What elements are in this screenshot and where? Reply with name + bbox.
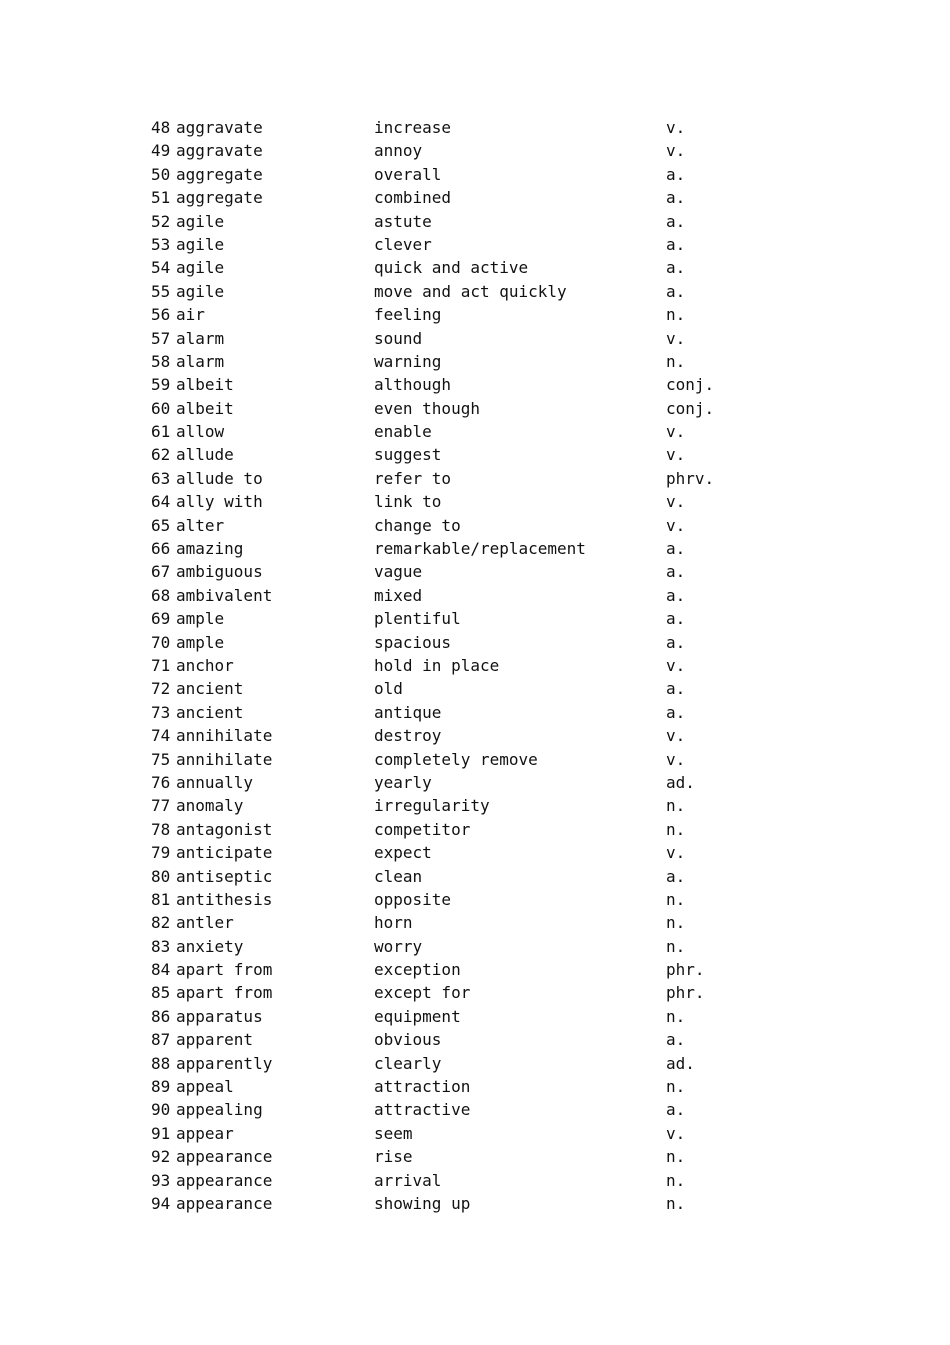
- entry-word: antithesis: [176, 889, 273, 909]
- list-item: [151, 771, 771, 794]
- entry-number: 94: [151, 1193, 171, 1213]
- list-item: [151, 1052, 771, 1075]
- entry-part-of-speech: n.: [666, 1170, 686, 1190]
- entry-part-of-speech: v.: [666, 118, 686, 137]
- entry-synonym: rise: [374, 1147, 413, 1167]
- entry-part-of-speech: a.: [666, 211, 686, 231]
- entry-word: appear: [176, 1123, 234, 1143]
- entry-word: aggregate: [176, 164, 263, 184]
- entry-number: 68: [151, 585, 171, 605]
- list-item: [151, 490, 771, 513]
- entry-word: aggregate: [176, 188, 263, 208]
- entry-word: annihilate: [176, 726, 273, 746]
- entry-number: 61: [151, 422, 171, 442]
- entry-number: 78: [151, 819, 171, 839]
- entry-synonym: combined: [374, 188, 452, 208]
- entry-number: 55: [151, 281, 171, 301]
- list-item: [151, 1028, 771, 1051]
- entry-synonym: change to: [374, 515, 461, 535]
- entry-part-of-speech: phrv.: [666, 468, 715, 488]
- entry-synonym: obvious: [374, 1030, 442, 1050]
- entry-word: annually: [176, 772, 254, 792]
- entry-part-of-speech: n.: [666, 305, 686, 325]
- entry-synonym: plentiful: [374, 609, 461, 629]
- entry-number: 89: [151, 1077, 171, 1097]
- entry-part-of-speech: a.: [666, 632, 686, 652]
- entry-word: antler: [176, 913, 234, 933]
- list-item: [151, 1192, 771, 1215]
- list-item: [151, 373, 771, 396]
- entry-part-of-speech: v.: [666, 843, 686, 863]
- list-item: [151, 1075, 771, 1098]
- entry-number: 87: [151, 1030, 171, 1050]
- list-item: [151, 420, 771, 443]
- list-item: [151, 186, 771, 209]
- entry-synonym: astute: [374, 211, 432, 231]
- list-item: [151, 794, 771, 817]
- entry-synonym: worry: [374, 936, 423, 956]
- list-item: [151, 981, 771, 1004]
- entry-number: 51: [151, 188, 171, 208]
- entry-word: albeit: [176, 375, 234, 395]
- list-item: [151, 677, 771, 700]
- entry-word: alarm: [176, 351, 225, 371]
- entry-word: antiseptic: [176, 866, 273, 886]
- entry-word: apart from: [176, 983, 273, 1003]
- entry-word: antagonist: [176, 819, 273, 839]
- entry-part-of-speech: n.: [666, 936, 686, 956]
- entry-part-of-speech: n.: [666, 913, 686, 933]
- entry-part-of-speech: n.: [666, 1077, 686, 1097]
- list-item: [151, 1122, 771, 1145]
- entry-part-of-speech: conj.: [666, 398, 715, 418]
- entry-number: 65: [151, 515, 171, 535]
- entry-word: aggravate: [176, 141, 263, 161]
- entry-part-of-speech: n.: [666, 819, 686, 839]
- entry-synonym: annoy: [374, 141, 423, 161]
- list-item: [151, 303, 771, 326]
- entry-word: apparent: [176, 1030, 254, 1050]
- entry-word: anticipate: [176, 843, 273, 863]
- entry-synonym: antique: [374, 702, 442, 722]
- entry-synonym: remarkable/replacement: [374, 539, 586, 559]
- entry-word: agile: [176, 258, 225, 278]
- entry-synonym: irregularity: [374, 796, 490, 816]
- list-item: [151, 701, 771, 724]
- entry-number: 54: [151, 258, 171, 278]
- entry-part-of-speech: a.: [666, 188, 686, 208]
- entry-number: 76: [151, 772, 171, 792]
- entry-part-of-speech: v.: [666, 749, 686, 769]
- entry-synonym: even though: [374, 398, 480, 418]
- list-item: [151, 935, 771, 958]
- entry-number: 90: [151, 1100, 171, 1120]
- entry-synonym: increase: [374, 118, 452, 137]
- list-item: [151, 1005, 771, 1028]
- entry-synonym: overall: [374, 164, 442, 184]
- entry-number: 64: [151, 492, 171, 512]
- entry-number: 53: [151, 234, 171, 254]
- entry-number: 59: [151, 375, 171, 395]
- entry-synonym: suggest: [374, 445, 442, 465]
- entry-part-of-speech: v.: [666, 492, 686, 512]
- list-item: [151, 584, 771, 607]
- entry-word: appealing: [176, 1100, 263, 1120]
- entry-number: 52: [151, 211, 171, 231]
- entry-word: anxiety: [176, 936, 244, 956]
- entry-synonym: mixed: [374, 585, 423, 605]
- entry-number: 60: [151, 398, 171, 418]
- entry-synonym: opposite: [374, 889, 452, 909]
- entry-synonym: exception: [374, 960, 461, 980]
- entry-word: appearance: [176, 1170, 273, 1190]
- list-item: [151, 841, 771, 864]
- list-item: [151, 233, 771, 256]
- list-item: [151, 911, 771, 934]
- entry-part-of-speech: ad.: [666, 772, 695, 792]
- entry-word: ally with: [176, 492, 263, 512]
- entry-part-of-speech: n.: [666, 1193, 686, 1213]
- entry-part-of-speech: v.: [666, 422, 686, 442]
- entry-part-of-speech: v.: [666, 655, 686, 675]
- list-item: [151, 560, 771, 583]
- entry-number: 70: [151, 632, 171, 652]
- entry-synonym: attraction: [374, 1077, 471, 1097]
- entry-synonym: equipment: [374, 1006, 461, 1026]
- entry-number: 85: [151, 983, 171, 1003]
- entry-synonym: seem: [374, 1123, 413, 1143]
- entry-part-of-speech: a.: [666, 258, 686, 278]
- entry-word: aggravate: [176, 118, 263, 137]
- entry-number: 62: [151, 445, 171, 465]
- entry-part-of-speech: phr.: [666, 960, 705, 980]
- list-item: [151, 724, 771, 747]
- entry-synonym: although: [374, 375, 452, 395]
- entry-part-of-speech: n.: [666, 889, 686, 909]
- entry-synonym: except for: [374, 983, 471, 1003]
- entry-synonym: arrival: [374, 1170, 442, 1190]
- entry-part-of-speech: v.: [666, 726, 686, 746]
- entry-part-of-speech: a.: [666, 609, 686, 629]
- entry-number: 88: [151, 1053, 171, 1073]
- list-item: [151, 350, 771, 373]
- entry-synonym: refer to: [374, 468, 452, 488]
- entry-word: anomaly: [176, 796, 244, 816]
- list-item: [151, 1098, 771, 1121]
- entry-word: air: [176, 305, 205, 325]
- entry-number: 74: [151, 726, 171, 746]
- entry-synonym: competitor: [374, 819, 471, 839]
- entry-synonym: expect: [374, 843, 432, 863]
- list-item: [151, 818, 771, 841]
- entry-word: appearance: [176, 1193, 273, 1213]
- entry-part-of-speech: n.: [666, 1147, 686, 1167]
- entry-number: 58: [151, 351, 171, 371]
- entry-part-of-speech: a.: [666, 1100, 686, 1120]
- entry-part-of-speech: a.: [666, 562, 686, 582]
- entry-number: 72: [151, 679, 171, 699]
- entry-word: ample: [176, 609, 225, 629]
- entry-part-of-speech: v.: [666, 445, 686, 465]
- entry-word: apparatus: [176, 1006, 263, 1026]
- entry-word: ambivalent: [176, 585, 273, 605]
- list-item: [151, 327, 771, 350]
- entry-word: anchor: [176, 655, 234, 675]
- entry-number: 67: [151, 562, 171, 582]
- entry-part-of-speech: a.: [666, 1030, 686, 1050]
- entry-word: alter: [176, 515, 225, 535]
- entry-word: agile: [176, 211, 225, 231]
- list-item: [151, 163, 771, 186]
- entry-word: appearance: [176, 1147, 273, 1167]
- list-item: [151, 748, 771, 771]
- entry-number: 63: [151, 468, 171, 488]
- entry-number: 93: [151, 1170, 171, 1190]
- entry-synonym: vague: [374, 562, 423, 582]
- entry-number: 50: [151, 164, 171, 184]
- list-item: [151, 280, 771, 303]
- entry-part-of-speech: v.: [666, 141, 686, 161]
- entry-synonym: clever: [374, 234, 432, 254]
- entry-word: annihilate: [176, 749, 273, 769]
- entry-part-of-speech: conj.: [666, 375, 715, 395]
- entry-word: alarm: [176, 328, 225, 348]
- entry-part-of-speech: n.: [666, 796, 686, 816]
- entry-part-of-speech: ad.: [666, 1053, 695, 1073]
- list-item: [151, 139, 771, 162]
- entry-part-of-speech: a.: [666, 539, 686, 559]
- entry-synonym: move and act quickly: [374, 281, 567, 301]
- list-item: [151, 1145, 771, 1168]
- entry-part-of-speech: v.: [666, 1123, 686, 1143]
- entry-number: 57: [151, 328, 171, 348]
- entry-number: 73: [151, 702, 171, 722]
- entry-number: 49: [151, 141, 171, 161]
- list-item: [151, 888, 771, 911]
- entry-word: albeit: [176, 398, 234, 418]
- entry-synonym: sound: [374, 328, 423, 348]
- entry-number: 86: [151, 1006, 171, 1026]
- list-item: [151, 514, 771, 537]
- list-item: [151, 631, 771, 654]
- list-item: [151, 654, 771, 677]
- entry-synonym: attractive: [374, 1100, 471, 1120]
- entry-word: ambiguous: [176, 562, 263, 582]
- entry-synonym: feeling: [374, 305, 442, 325]
- entry-number: 75: [151, 749, 171, 769]
- list-item: [151, 1169, 771, 1192]
- entry-word: ancient: [176, 679, 244, 699]
- entry-synonym: link to: [374, 492, 442, 512]
- list-item: [151, 467, 771, 490]
- entry-word: appeal: [176, 1077, 234, 1097]
- entry-number: 66: [151, 539, 171, 559]
- entry-number: 91: [151, 1123, 171, 1143]
- entry-word: ancient: [176, 702, 244, 722]
- list-item: [151, 210, 771, 233]
- entry-synonym: old: [374, 679, 403, 699]
- entry-synonym: horn: [374, 913, 413, 933]
- entry-number: 56: [151, 305, 171, 325]
- entry-number: 83: [151, 936, 171, 956]
- list-item: [151, 537, 771, 560]
- entry-word: agile: [176, 234, 225, 254]
- entry-word: allude: [176, 445, 234, 465]
- vocabulary-list: [151, 116, 771, 1215]
- entry-part-of-speech: v.: [666, 515, 686, 535]
- entry-word: apart from: [176, 960, 273, 980]
- entry-synonym: yearly: [374, 772, 432, 792]
- entry-part-of-speech: a.: [666, 679, 686, 699]
- list-item: [151, 607, 771, 630]
- entry-number: 92: [151, 1147, 171, 1167]
- entry-part-of-speech: phr.: [666, 983, 705, 1003]
- entry-synonym: warning: [374, 351, 442, 371]
- entry-number: 80: [151, 866, 171, 886]
- entry-part-of-speech: a.: [666, 702, 686, 722]
- entry-synonym: clearly: [374, 1053, 442, 1073]
- entry-word: allude to: [176, 468, 263, 488]
- entry-part-of-speech: n.: [666, 351, 686, 371]
- list-item: [151, 116, 771, 139]
- entry-number: 84: [151, 960, 171, 980]
- entry-synonym: quick and active: [374, 258, 529, 278]
- entry-synonym: hold in place: [374, 655, 500, 675]
- entry-word: apparently: [176, 1053, 273, 1073]
- entry-synonym: clean: [374, 866, 423, 886]
- entry-part-of-speech: a.: [666, 281, 686, 301]
- list-item: [151, 865, 771, 888]
- entry-number: 79: [151, 843, 171, 863]
- entry-number: 81: [151, 889, 171, 909]
- list-item: [151, 397, 771, 420]
- entry-number: 48: [151, 118, 171, 137]
- entry-part-of-speech: v.: [666, 328, 686, 348]
- entry-synonym: enable: [374, 422, 432, 442]
- entry-number: 77: [151, 796, 171, 816]
- entry-part-of-speech: a.: [666, 234, 686, 254]
- list-item: [151, 443, 771, 466]
- entry-word: ample: [176, 632, 225, 652]
- entry-part-of-speech: n.: [666, 1006, 686, 1026]
- entry-number: 71: [151, 655, 171, 675]
- entry-word: amazing: [176, 539, 244, 559]
- entry-part-of-speech: a.: [666, 585, 686, 605]
- entry-synonym: spacious: [374, 632, 452, 652]
- entry-word: allow: [176, 422, 225, 442]
- entry-synonym: destroy: [374, 726, 442, 746]
- list-item: [151, 256, 771, 279]
- entry-word: agile: [176, 281, 225, 301]
- entry-synonym: completely remove: [374, 749, 538, 769]
- entry-number: 82: [151, 913, 171, 933]
- entry-part-of-speech: a.: [666, 164, 686, 184]
- entry-part-of-speech: a.: [666, 866, 686, 886]
- entry-number: 69: [151, 609, 171, 629]
- entry-synonym: showing up: [374, 1193, 471, 1213]
- list-item: [151, 958, 771, 981]
